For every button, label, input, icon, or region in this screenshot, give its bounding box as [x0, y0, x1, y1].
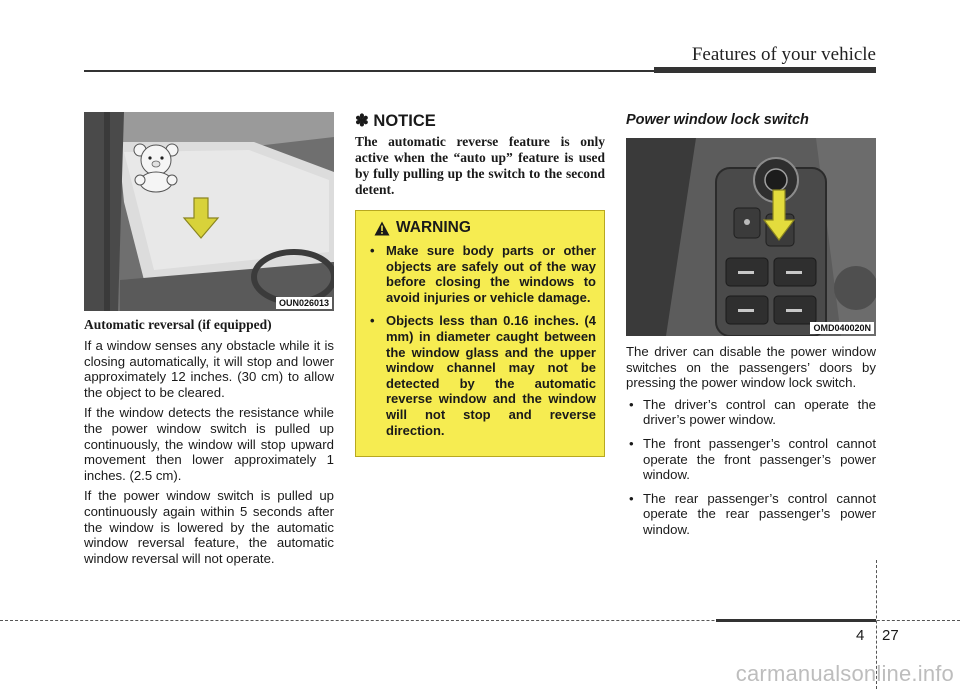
image-code-label: OMD040020N	[810, 322, 874, 334]
warning-triangle-icon	[374, 221, 390, 236]
column-window-lock	[626, 112, 876, 546]
lock-switch-intro: The driver can disable the power window switches on the passengers’ doors by pressing the power window lock switch.	[626, 344, 876, 391]
lock-switch-illustration	[626, 138, 876, 336]
warning-item: • Objects less than 0.16 inches. (4 mm) in diameter caught between the window glass and the upper window channel may not be detected by the automatic reverse window and the window will not stop and reverse direction.	[364, 313, 596, 438]
warning-list	[364, 243, 596, 438]
warning-title: WARNING	[396, 219, 471, 236]
warning-header	[374, 219, 596, 237]
warning-item: • Make sure body parts or other objects are safely out of the way before closing the windows to avoid injuries or vehicle damage.	[364, 243, 596, 305]
notice-title: ✽ NOTICE	[355, 112, 436, 130]
column-automatic-reversal	[84, 112, 334, 566]
watermark: carmanualsonline.info	[735, 661, 954, 686]
automatic-reversal-heading: Automatic reversal (if equipped)	[84, 317, 272, 332]
window-obstacle-photo	[84, 112, 334, 311]
paragraph-reversal-disabled: If the power window switch is pulled up continuously again within 5 seconds after the window is lowered by the automatic window reversal feature, the automatic window reversal will not operate.	[84, 488, 334, 566]
lock-switch-bullets	[626, 397, 876, 538]
footer-rule-accent	[716, 619, 876, 622]
section-number: 4	[856, 627, 865, 644]
header-rule-accent	[654, 67, 876, 73]
lock-switch-photo	[626, 138, 876, 336]
bullet-item: • The driver’s control can operate the driver’s power window.	[626, 397, 876, 428]
window-obstacle-illustration	[84, 112, 334, 311]
header-title: Features of your vehicle	[691, 44, 876, 65]
power-window-lock-heading: Power window lock switch	[626, 112, 809, 128]
page-number: 27	[882, 627, 899, 644]
image-code-label: OUN026013	[276, 297, 332, 309]
paragraph-resistance: If the window detects the resistance while the power window switch is pulled up continuously, the window will stop upward movement then lower approximately 1 inches. (2.5 cm).	[84, 405, 334, 483]
column-notice-warning	[355, 112, 605, 457]
bullet-item: • The front passenger’s control cannot operate the front passenger’s power window.	[626, 436, 876, 483]
bullet-item: • The rear passenger’s control cannot operate the rear passenger’s power window.	[626, 491, 876, 538]
warning-box	[355, 210, 605, 457]
paragraph-obstacle: If a window senses any obstacle while it is closing automatically, it will stop and lower approximately 12 inches. (30 cm) to allow the object to be cleared.	[84, 338, 334, 400]
notice-body: The automatic reverse feature is only active when the “auto up” feature is used by fully pulling up the switch to the second detent.	[355, 134, 605, 197]
